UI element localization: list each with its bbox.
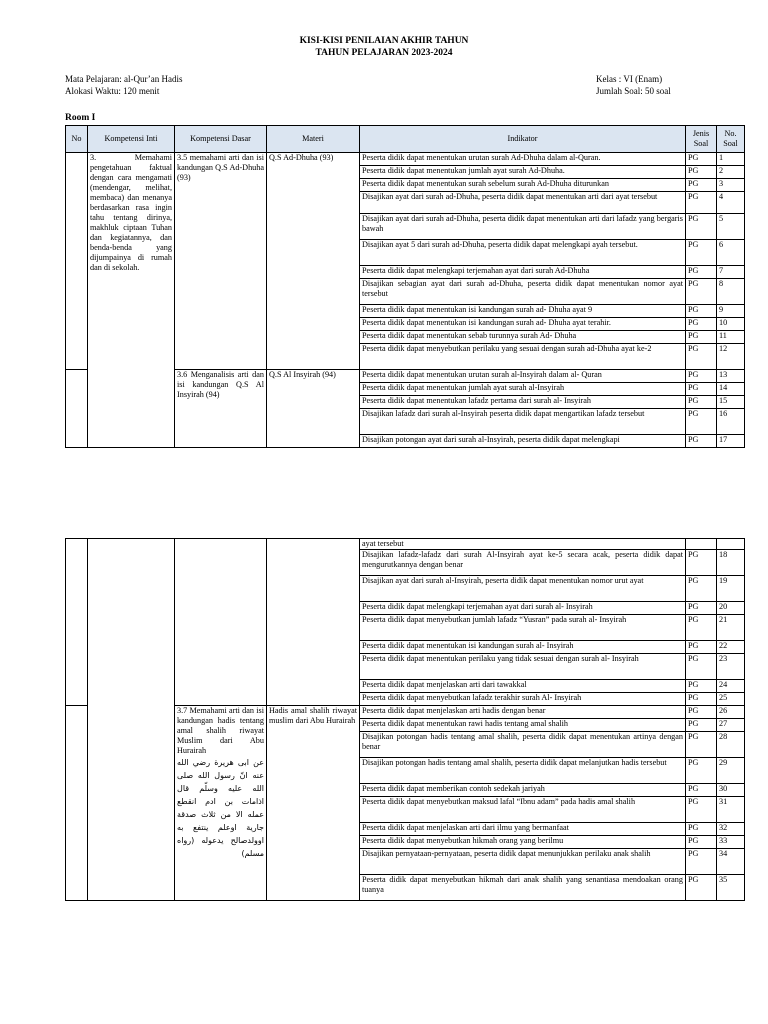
indikator-cell: Peserta didik dapat menjelaskan arti dari tawakkal [360, 680, 686, 693]
jenis-soal-cell: PG [686, 305, 717, 318]
jenis-soal-cell: PG [686, 576, 717, 602]
indikator-cell: Disajikan lafadz-lafadz dari surah Al-Insyirah ayat ke-5 secara acak, peserta didik dapat mengurutkannya dengan benar [360, 550, 686, 576]
col-ki: Kompetensi Inti [88, 126, 175, 153]
jenis-soal-cell: PG [686, 641, 717, 654]
no-soal-cell: 9 [717, 305, 745, 318]
jenis-soal-cell: PG [686, 849, 717, 875]
indikator-cell: Disajikan ayat dari surah ad-Dhuha, peserta didik dapat menentukan arti dari lafadz yang bergaris bawah [360, 214, 686, 240]
indikator-cell: Disajikan pernyataan-pernyataan, peserta didik dapat menunjukkan perilaku anak shalih [360, 849, 686, 875]
jenis-soal-cell: PG [686, 266, 717, 279]
doc-title: KISI-KISI PENILAIAN AKHIR TAHUN [299, 36, 469, 46]
no-soal-cell: 16 [717, 409, 745, 435]
kd3-latin-text: 3.7 Memahami arti dan isi kandungan hadis tentang amal shalih riwayat Muslim dari Abu Hurairah [177, 706, 264, 755]
no-cell [66, 370, 88, 448]
no-soal-cell: 35 [717, 875, 745, 901]
indikator-cell: Peserta didik dapat melengkapi terjemahan ayat dari surah Ad-Dhuha [360, 266, 686, 279]
jenis-soal-cell: PG [686, 370, 717, 383]
no-soal-cell: 22 [717, 641, 745, 654]
indikator-cell: Peserta didik dapat menentukan isi kandungan surah ad- Dhuha ayat terahir. [360, 318, 686, 331]
indikator-cell: Peserta didik dapat menentukan perilaku yang tidak sesuai dengan surah al- Insyirah [360, 654, 686, 680]
no-soal-cell: 31 [717, 797, 745, 823]
materi-cell: Q.S Ad-Dhuha (93) [267, 153, 360, 370]
no-soal-cell: 13 [717, 370, 745, 383]
no-soal-cell: 5 [717, 214, 745, 240]
no-soal-cell: 15 [717, 396, 745, 409]
col-no: No [66, 126, 88, 153]
indikator-cell: Disajikan sebagian ayat dari surah ad-Dhuha, peserta didik dapat menentukan nomor ayat tersebut [360, 279, 686, 305]
kompetensi-inti-cell: 3. Memahami pengetahuan faktual dengan cara mengamati (mendengar, melihat, membaca) dan menanya berdasarkan rasa ingin tahu tentang dirinya, makhluk ciptaan Tuhan dan kegiatannya, dan benda-benda yang dijumpainya di rumah dan di sekolah. [88, 153, 175, 448]
no-soal-cell: 3 [717, 179, 745, 192]
col-materi: Materi [267, 126, 360, 153]
no-soal-cell: 6 [717, 240, 745, 266]
kompetensi-dasar-cell [175, 706, 267, 901]
no-soal-cell [717, 539, 745, 550]
doc-subtitle: TAHUN PELAJARAN 2023-2024 [315, 48, 453, 58]
no-soal-cell: 26 [717, 706, 745, 719]
no-soal-cell: 30 [717, 784, 745, 797]
no-cell [66, 706, 88, 901]
jenis-soal-cell: PG [686, 396, 717, 409]
jenis-soal-cell: PG [686, 240, 717, 266]
indikator-cell: Peserta didik dapat menentukan lafadz pertama dari surah al- Insyirah [360, 396, 686, 409]
indikator-cell: Peserta didik dapat menentukan urutan surah Ad-Dhuha dalam al-Quran. [360, 153, 686, 166]
no-soal-cell: 27 [717, 719, 745, 732]
no-soal-cell: 29 [717, 758, 745, 784]
kisi-table-page2 [65, 538, 745, 901]
jenis-soal-cell: PG [686, 192, 717, 214]
jenis-soal-cell: PG [686, 179, 717, 192]
jenis-soal-cell: PG [686, 758, 717, 784]
room-label: Room I [65, 113, 96, 123]
indikator-cell: Peserta didik dapat menjelaskan arti dari ilmu yang bermanfaat [360, 823, 686, 836]
no-soal-cell: 20 [717, 602, 745, 615]
kelas: Kelas : VI (Enam) [596, 74, 663, 84]
jenis-soal-cell: PG [686, 331, 717, 344]
kd3-arabic-hadith: عن ابى هريرة رضي الله عنه انّ رسول الله صلى الله عليه وسلّم قال اذامات بن ادم انقطع عمله الا من ثلاث صدقة جارية اوعلم ينتفع به اوولدصالح يدعوله (رواه مسلم) [177, 758, 264, 858]
mata-pelajaran: Mata Pelajaran: al-Qur’an Hadis [65, 74, 183, 84]
indikator-cell: Disajikan ayat dari surah ad-Dhuha, peserta didik dapat menentukan arti dari ayat tersebut [360, 192, 686, 214]
jenis-soal-cell: PG [686, 706, 717, 719]
no-soal-cell: 34 [717, 849, 745, 875]
indikator-cell: Disajikan ayat 5 dari surah ad-Dhuha, peserta didik dapat melengkapi ayah tersebut. [360, 240, 686, 266]
no-soal-cell: 24 [717, 680, 745, 693]
materi-cell: Q.S Al Insyirah (94) [267, 370, 360, 448]
no-soal-cell: 12 [717, 344, 745, 370]
indikator-cell: Disajikan potongan hadis tentang amal shalih, peserta didik dapat melanjutkan hadis tersebut [360, 758, 686, 784]
indikator-cell: Peserta didik dapat menyebutkan jumlah lafadz “Yusran” pada surah al- Insyirah [360, 615, 686, 641]
indikator-cell: Peserta didik dapat menentukan jumlah ayat surah al-Insyirah [360, 383, 686, 396]
indikator-cell: Peserta didik dapat menentukan sebab turunnya surah Ad- Dhuha [360, 331, 686, 344]
jenis-soal-cell: PG [686, 823, 717, 836]
col-kd: Kompetensi Dasar [175, 126, 267, 153]
alokasi-waktu: Alokasi Waktu: 120 menit [65, 86, 160, 96]
no-soal-cell: 2 [717, 166, 745, 179]
col-indikator: Indikator [360, 126, 686, 153]
indikator-cell: ayat tersebut [360, 539, 686, 550]
indikator-cell: Peserta didik dapat menyebutkan hikmah dari anak shalih yang senantiasa mendoakan orang tuanya [360, 875, 686, 901]
indikator-cell: Peserta didik dapat menentukan urutan surah al-Insyirah dalam al- Quran [360, 370, 686, 383]
jenis-soal-cell: PG [686, 654, 717, 680]
jenis-soal-cell: PG [686, 409, 717, 435]
jenis-soal-cell: PG [686, 550, 717, 576]
jenis-soal-cell: PG [686, 836, 717, 849]
no-soal-cell: 33 [717, 836, 745, 849]
indikator-cell: Peserta didik dapat menjelaskan arti hadis dengan benar [360, 706, 686, 719]
no-soal-cell: 23 [717, 654, 745, 680]
no-soal-cell: 8 [717, 279, 745, 305]
jenis-soal-cell: PG [686, 875, 717, 901]
jenis-soal-cell: PG [686, 153, 717, 166]
no-cell [66, 539, 88, 706]
indikator-cell: Peserta didik dapat menyebutkan maksud lafal “Ibnu adam” pada hadis amal shalih [360, 797, 686, 823]
jenis-soal-cell: PG [686, 344, 717, 370]
indikator-cell: Disajikan lafadz dari surah al-Insyirah peserta didik dapat mengartikan lafadz tersebut [360, 409, 686, 435]
jenis-soal-cell: PG [686, 383, 717, 396]
indikator-cell: Peserta didik dapat menyebutkan hikmah orang yang berilmu [360, 836, 686, 849]
no-soal-cell: 19 [717, 576, 745, 602]
col-jenis: Jenis Soal [686, 126, 717, 153]
indikator-cell: Peserta didik dapat menentukan surah sebelum surah Ad-Dhuha diturunkan [360, 179, 686, 192]
jenis-soal-cell: PG [686, 732, 717, 758]
jenis-soal-cell [686, 539, 717, 550]
no-cell [66, 153, 88, 370]
kompetensi-dasar-cell [175, 539, 267, 706]
indikator-cell: Peserta didik dapat menyebutkan perilaku yang sesuai dengan surah ad-Dhuha ayat ke-2 [360, 344, 686, 370]
table-row [66, 153, 745, 166]
jenis-soal-cell: PG [686, 318, 717, 331]
no-soal-cell: 14 [717, 383, 745, 396]
no-soal-cell: 21 [717, 615, 745, 641]
materi-cell [267, 539, 360, 706]
no-soal-cell: 10 [717, 318, 745, 331]
no-soal-cell: 17 [717, 435, 745, 448]
jenis-soal-cell: PG [686, 680, 717, 693]
no-soal-cell: 32 [717, 823, 745, 836]
no-soal-cell: 18 [717, 550, 745, 576]
jenis-soal-cell: PG [686, 693, 717, 706]
indikator-cell: Peserta didik dapat menentukan isi kandungan surah ad- Dhuha ayat 9 [360, 305, 686, 318]
table-header-row [66, 126, 745, 153]
kompetensi-dasar-cell: 3.6 Menganalisis arti dan isi kandungan Q.S Al Insyirah (94) [175, 370, 267, 448]
indikator-cell: Peserta didik dapat memberikan contoh sedekah jariyah [360, 784, 686, 797]
jenis-soal-cell: PG [686, 797, 717, 823]
jenis-soal-cell: PG [686, 602, 717, 615]
jenis-soal-cell: PG [686, 719, 717, 732]
jenis-soal-cell: PG [686, 279, 717, 305]
kompetensi-dasar-cell: 3.5 memahami arti dan isi kandungan Q.S Ad-Dhuha (93) [175, 153, 267, 370]
jenis-soal-cell: PG [686, 615, 717, 641]
indikator-cell: Disajikan potongan hadis tentang amal shalih, peserta didik dapat menentukan artinya dengan benar [360, 732, 686, 758]
no-soal-cell: 7 [717, 266, 745, 279]
jenis-soal-cell: PG [686, 435, 717, 448]
jenis-soal-cell: PG [686, 166, 717, 179]
no-soal-cell: 1 [717, 153, 745, 166]
indikator-cell: Disajikan potongan ayat dari surah al-Insyirah, peserta didik dapat melengkapi [360, 435, 686, 448]
no-soal-cell: 4 [717, 192, 745, 214]
no-soal-cell: 25 [717, 693, 745, 706]
no-soal-cell: 11 [717, 331, 745, 344]
jumlah-soal: Jumlah Soal: 50 soal [596, 86, 671, 96]
indikator-cell: Peserta didik dapat menentukan rawi hadis tentang amal shalih [360, 719, 686, 732]
table-row [66, 539, 745, 550]
kisi-table-page1 [65, 125, 745, 448]
col-nosoal: No. Soal [717, 126, 745, 153]
materi-cell: Hadis amal shalih riwayat muslim dari Abu Hurairah [267, 706, 360, 901]
indikator-cell: Peserta didik dapat menyebutkan lafadz terakhir surah Al- Insyirah [360, 693, 686, 706]
jenis-soal-cell: PG [686, 214, 717, 240]
indikator-cell: Peserta didik dapat menentukan jumlah ayat surah Ad-Dhuha. [360, 166, 686, 179]
no-soal-cell: 28 [717, 732, 745, 758]
indikator-cell: Peserta didik dapat menentukan isi kandungan surah al- Insyirah [360, 641, 686, 654]
indikator-cell: Peserta didik dapat melengkapi terjemahan ayat dari surah al- Insyirah [360, 602, 686, 615]
kompetensi-inti-cell [88, 539, 175, 901]
jenis-soal-cell: PG [686, 784, 717, 797]
indikator-cell: Disajikan ayat dari surah al-Insyirah, peserta didik dapat menentukan nomor urut ayat [360, 576, 686, 602]
